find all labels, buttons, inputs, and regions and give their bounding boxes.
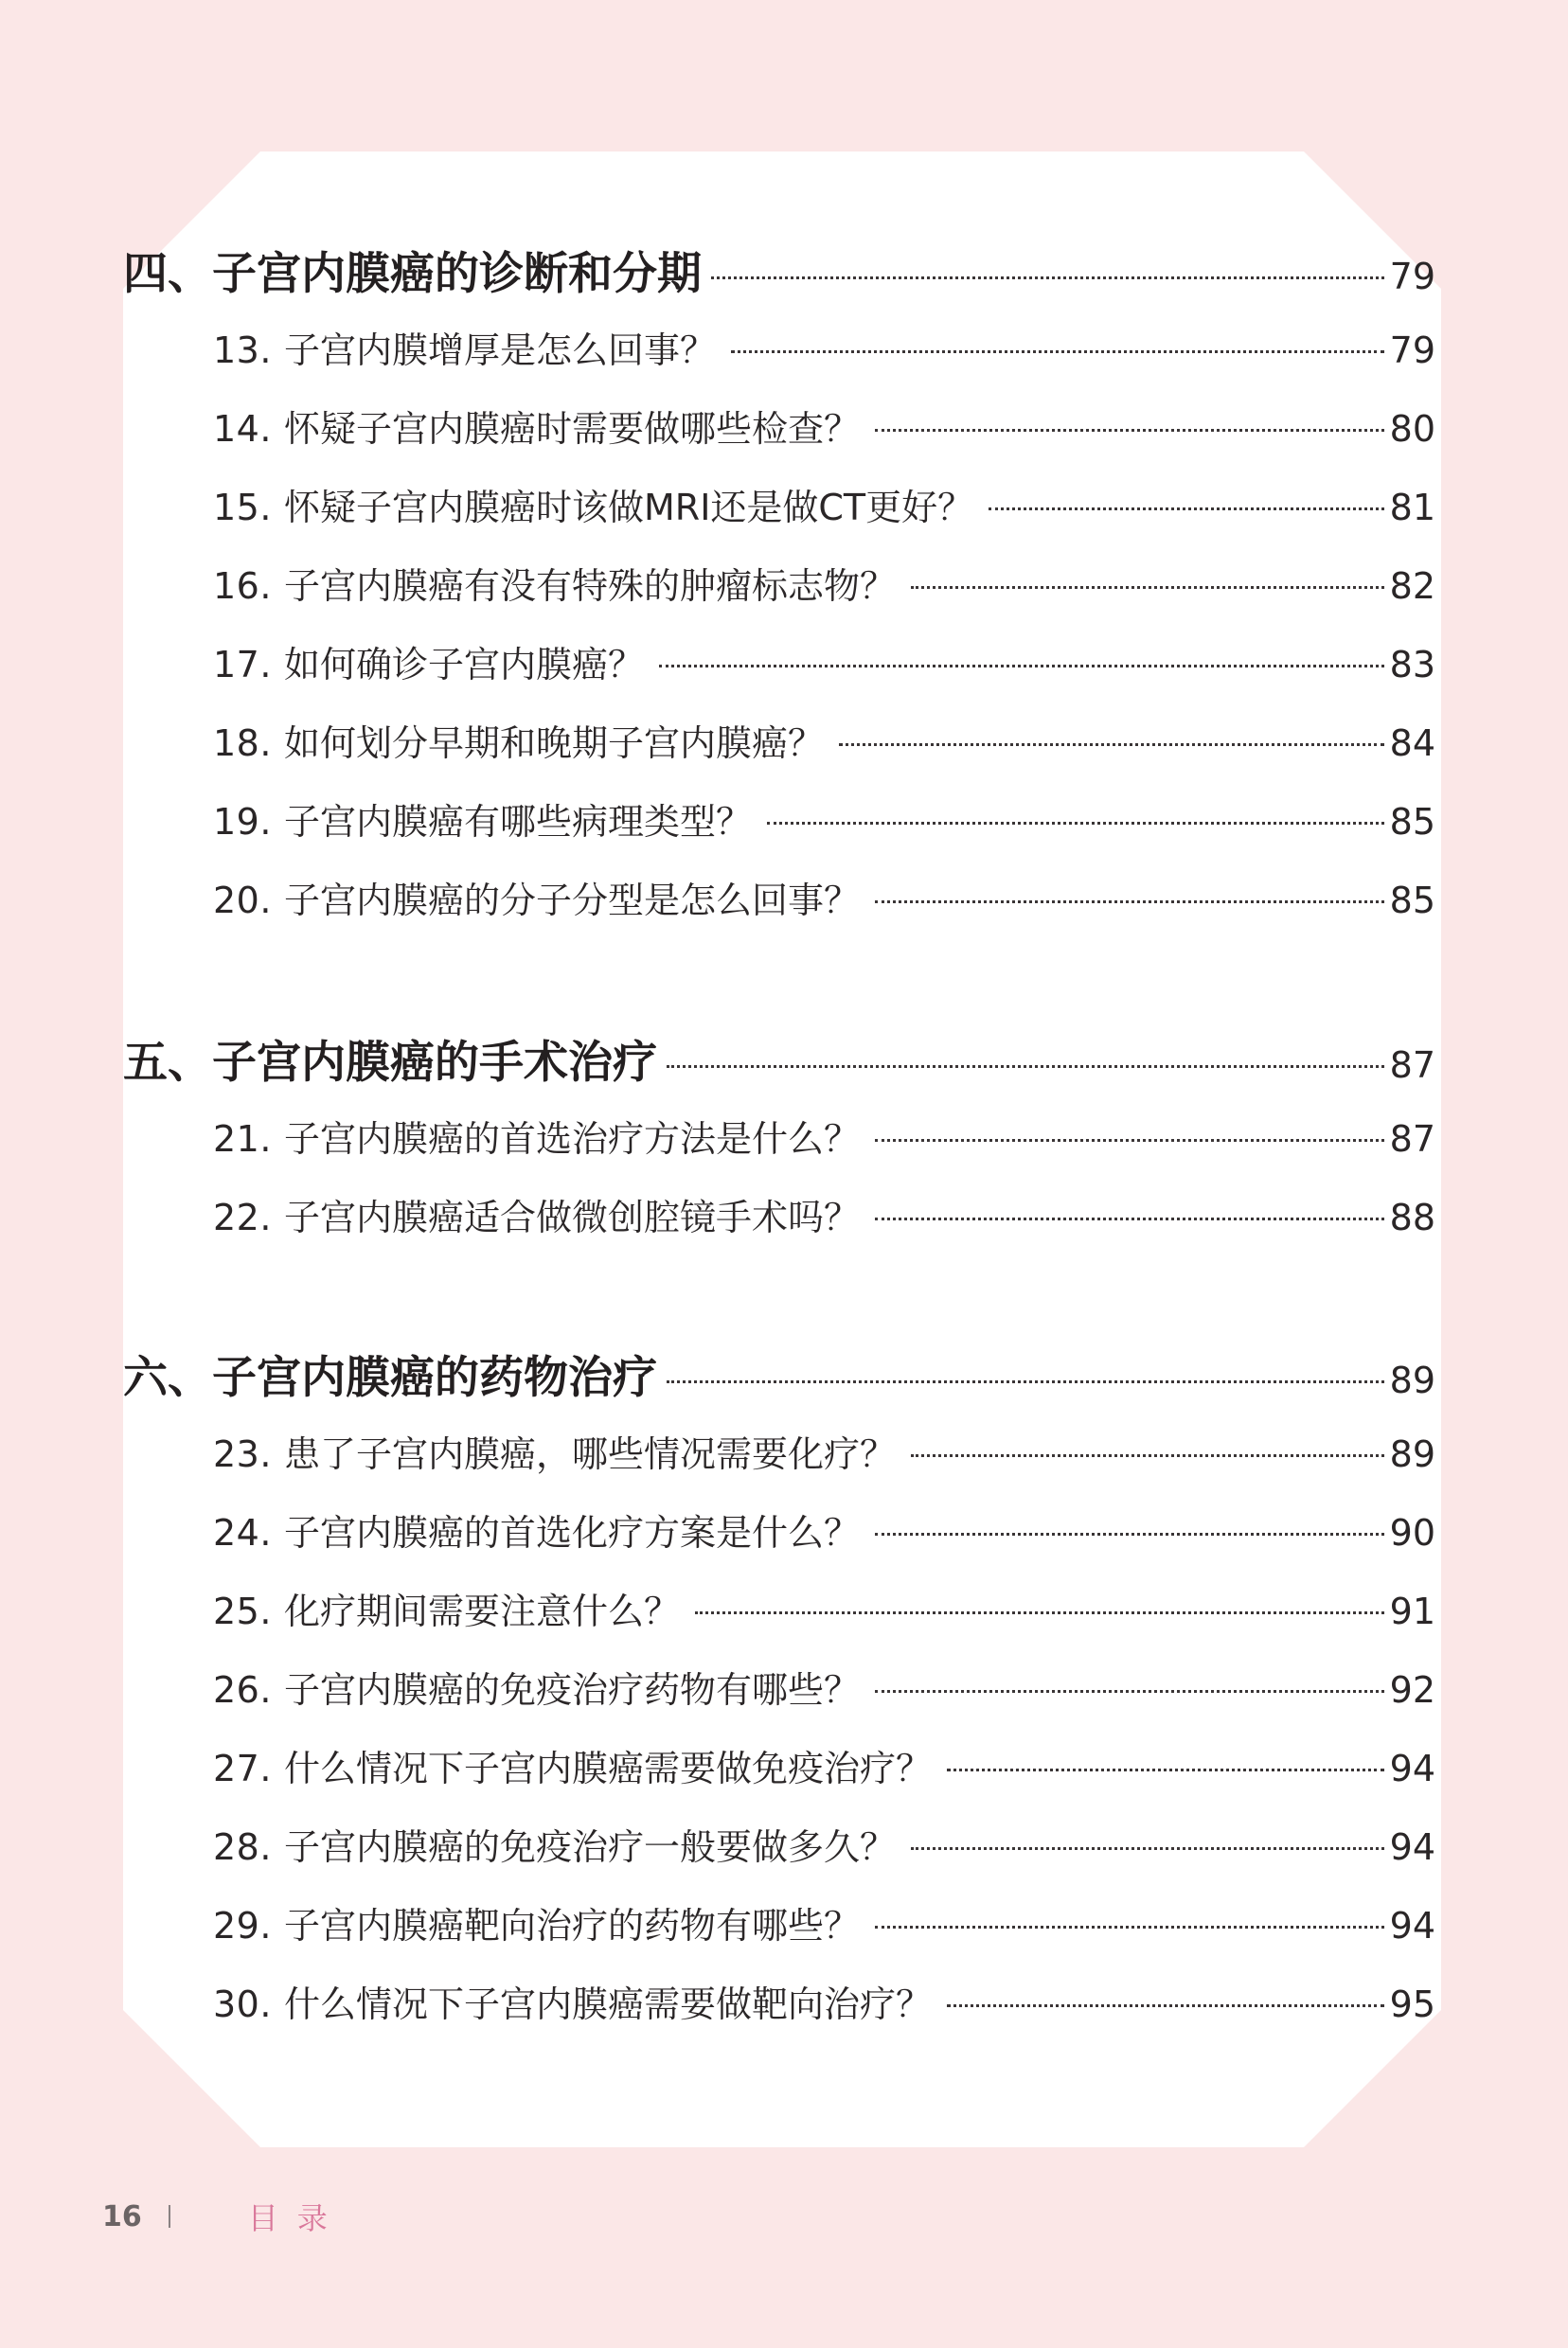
- toc-item-17[interactable]: [213, 635, 1435, 687]
- item-page: 94: [1389, 1826, 1435, 1868]
- item-title: 子宫内膜癌适合做微创腔镜手术吗？: [284, 1197, 861, 1238]
- dot-leader: [875, 1218, 1384, 1220]
- item-title: 化疗期间需要注意什么？: [284, 1591, 681, 1632]
- item-page: 95: [1389, 1983, 1435, 2025]
- dot-leader: [667, 1065, 1384, 1068]
- toc-item-23[interactable]: [213, 1425, 1435, 1477]
- section-title: 五、子宫内膜癌的手术治疗: [123, 1037, 657, 1089]
- item-title: 子宫内膜癌有哪些病理类型？: [284, 801, 753, 843]
- toc-item-24[interactable]: [213, 1503, 1435, 1556]
- item-title: 什么情况下子宫内膜癌需要做免疫治疗？: [284, 1748, 933, 1789]
- dot-leader: [989, 507, 1383, 510]
- item-title: 什么情况下子宫内膜癌需要做靶向治疗？: [284, 1983, 933, 2025]
- dot-leader: [659, 665, 1384, 667]
- item-number: 21.: [213, 1118, 272, 1160]
- section-page: 87: [1389, 1044, 1435, 1086]
- item-number: 19.: [213, 801, 272, 843]
- item-page: 90: [1389, 1512, 1435, 1554]
- item-number: 26.: [213, 1669, 272, 1711]
- toc-item-25[interactable]: [213, 1582, 1435, 1634]
- item-number: 28.: [213, 1826, 272, 1868]
- item-title: 子宫内膜癌有没有特殊的肿瘤标志物？: [284, 565, 897, 607]
- toc-item-16[interactable]: [213, 557, 1435, 609]
- item-page: 91: [1389, 1591, 1435, 1632]
- toc-section-5[interactable]: [123, 1027, 1435, 1091]
- dot-leader: [911, 586, 1384, 589]
- item-title: 子宫内膜癌靶向治疗的药物有哪些？: [284, 1905, 861, 1947]
- dot-leader: [947, 2004, 1384, 2007]
- dot-leader: [695, 1611, 1384, 1614]
- dot-leader: [839, 743, 1384, 746]
- item-page: 84: [1389, 722, 1435, 764]
- toc-item-13[interactable]: [213, 321, 1435, 373]
- item-title: 子宫内膜癌的分子分型是怎么回事？: [284, 880, 861, 921]
- toc-item-28[interactable]: [213, 1818, 1435, 1870]
- item-number: 17.: [213, 644, 272, 685]
- section-page: 89: [1389, 1360, 1435, 1401]
- toc-item-26[interactable]: [213, 1661, 1435, 1713]
- page-number: 16: [102, 2199, 142, 2233]
- dot-leader: [875, 1533, 1384, 1536]
- item-page: 94: [1389, 1905, 1435, 1947]
- toc-item-14[interactable]: [213, 400, 1435, 452]
- dot-leader: [767, 822, 1384, 825]
- dot-leader: [875, 429, 1384, 432]
- item-number: 23.: [213, 1433, 272, 1475]
- item-number: 25.: [213, 1591, 272, 1632]
- item-title: 怀疑子宫内膜癌时该做MRI还是做CT更好？: [284, 487, 974, 528]
- toc-section-4[interactable]: [123, 239, 1435, 302]
- item-title: 子宫内膜癌的首选治疗方法是什么？: [284, 1118, 861, 1160]
- toc-item-19[interactable]: [213, 792, 1435, 845]
- footer-section-label: 目录: [247, 2200, 347, 2236]
- item-number: 24.: [213, 1512, 272, 1554]
- item-number: 15.: [213, 487, 272, 528]
- section-title: 六、子宫内膜癌的药物治疗: [123, 1352, 657, 1404]
- item-title: 子宫内膜增厚是怎么回事？: [284, 329, 717, 371]
- dot-leader: [711, 276, 1384, 279]
- item-page: 85: [1389, 880, 1435, 921]
- item-page: 88: [1389, 1197, 1435, 1238]
- item-number: 29.: [213, 1905, 272, 1947]
- item-page: 94: [1389, 1748, 1435, 1789]
- item-title: 子宫内膜癌的首选化疗方案是什么？: [284, 1512, 861, 1554]
- item-page: 89: [1389, 1433, 1435, 1475]
- footer-divider: [169, 2205, 170, 2228]
- item-title: 如何确诊子宫内膜癌？: [284, 644, 645, 685]
- dot-leader: [875, 900, 1384, 903]
- toc-item-15[interactable]: [213, 478, 1435, 530]
- item-title: 怀疑子宫内膜癌时需要做哪些检查？: [284, 408, 861, 450]
- dot-leader: [875, 1690, 1384, 1693]
- item-number: 14.: [213, 408, 272, 450]
- item-number: 20.: [213, 880, 272, 921]
- toc-item-18[interactable]: [213, 714, 1435, 766]
- item-title: 子宫内膜癌的免疫治疗一般要做多久？: [284, 1826, 897, 1868]
- item-title: 患了子宫内膜癌，哪些情况需要化疗？: [284, 1433, 897, 1475]
- toc-item-20[interactable]: [213, 871, 1435, 923]
- item-page: 82: [1389, 565, 1435, 607]
- item-page: 92: [1389, 1669, 1435, 1711]
- item-number: 30.: [213, 1983, 272, 2025]
- item-number: 18.: [213, 722, 272, 764]
- toc-section-6[interactable]: [123, 1343, 1435, 1406]
- dot-leader: [667, 1380, 1384, 1383]
- section-page: 79: [1389, 256, 1435, 297]
- dot-leader: [911, 1847, 1384, 1850]
- section-title: 四、子宫内膜癌的诊断和分期: [123, 248, 702, 300]
- item-title: 如何划分早期和晚期子宫内膜癌？: [284, 722, 825, 764]
- item-number: 16.: [213, 565, 272, 607]
- dot-leader: [911, 1454, 1384, 1457]
- toc-item-21[interactable]: [213, 1110, 1435, 1162]
- item-page: 83: [1389, 644, 1435, 685]
- item-number: 22.: [213, 1197, 272, 1238]
- toc-item-22[interactable]: [213, 1188, 1435, 1240]
- item-number: 13.: [213, 329, 272, 371]
- dot-leader: [875, 1139, 1384, 1142]
- item-page: 81: [1389, 487, 1435, 528]
- page-footer: [102, 2195, 347, 2238]
- item-page: 80: [1389, 408, 1435, 450]
- dot-leader: [947, 1769, 1384, 1771]
- item-page: 85: [1389, 801, 1435, 843]
- toc-item-29[interactable]: [213, 1896, 1435, 1948]
- item-page: 79: [1389, 329, 1435, 371]
- toc-item-30[interactable]: [213, 1975, 1435, 2027]
- toc-item-27[interactable]: [213, 1739, 1435, 1791]
- item-title: 子宫内膜癌的免疫治疗药物有哪些？: [284, 1669, 861, 1711]
- dot-leader: [731, 350, 1384, 353]
- dot-leader: [875, 1926, 1384, 1929]
- item-page: 87: [1389, 1118, 1435, 1160]
- item-number: 27.: [213, 1748, 272, 1789]
